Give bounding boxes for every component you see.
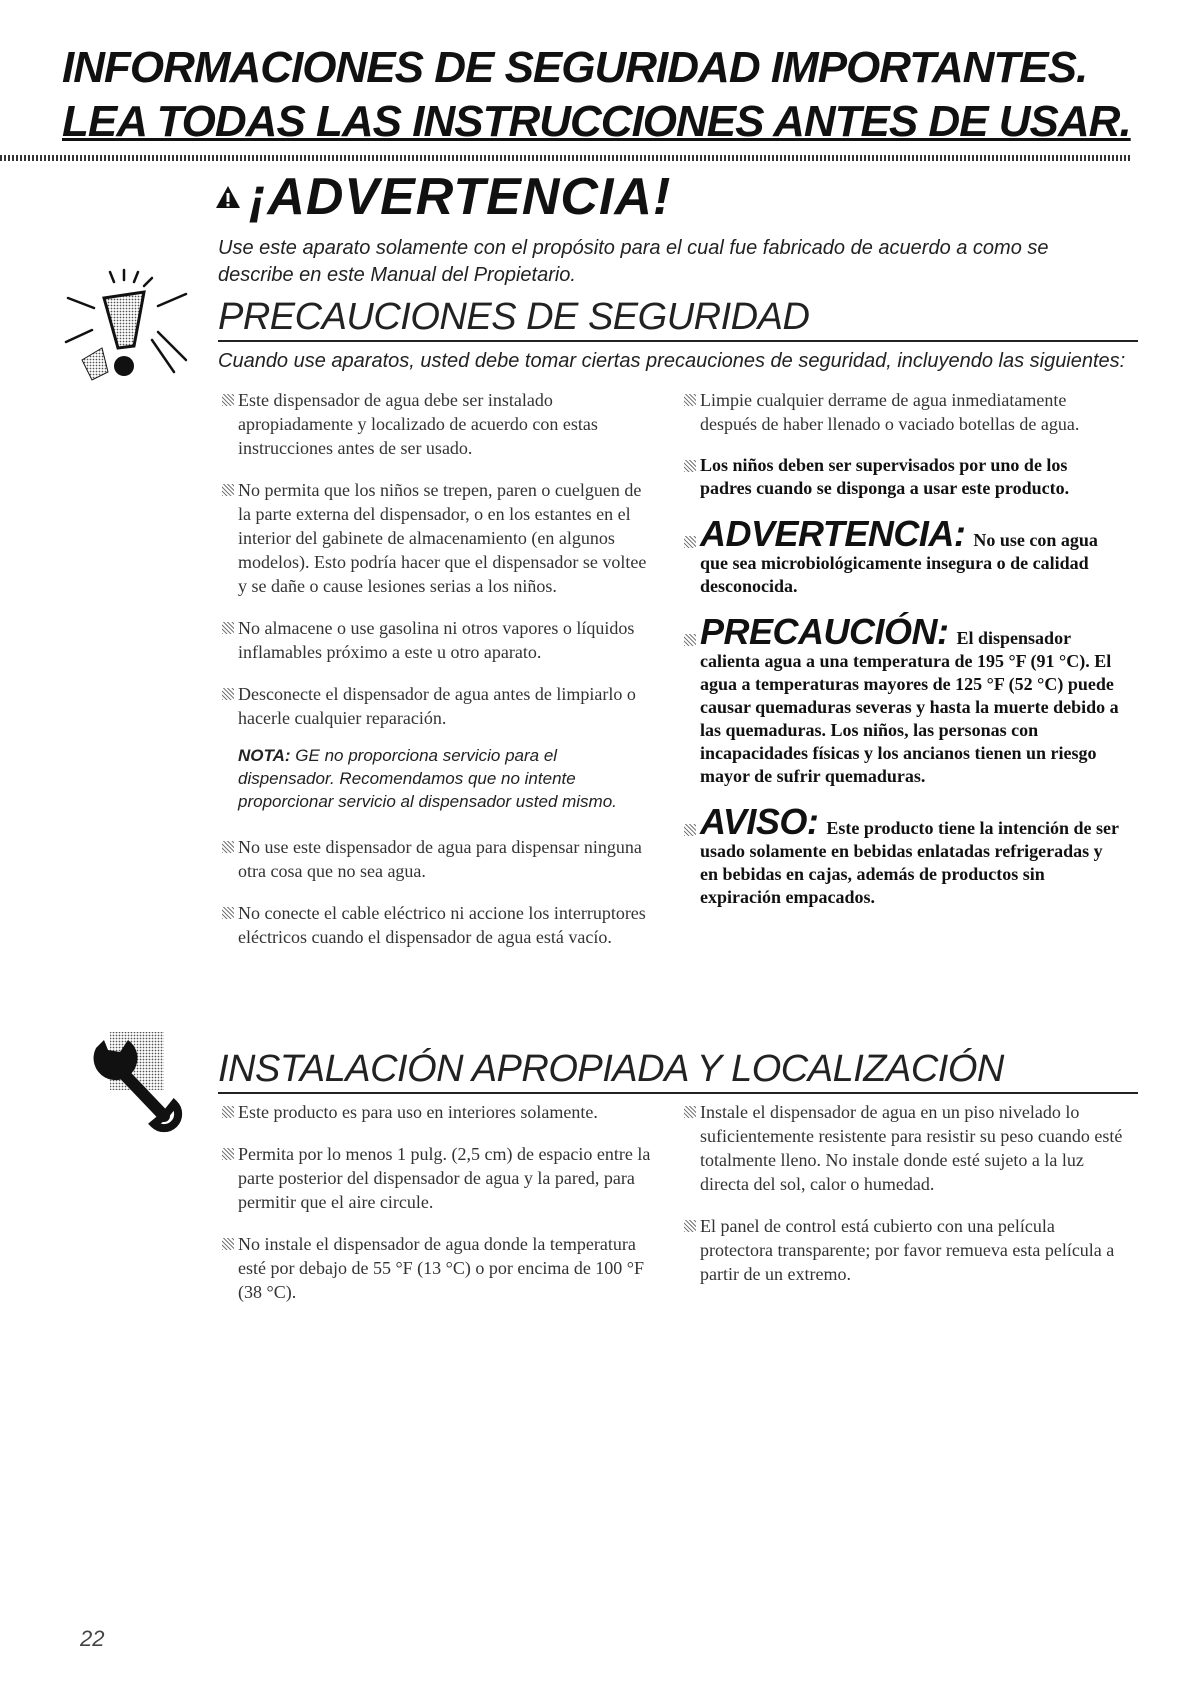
- bullet-icon: [222, 1106, 234, 1118]
- bullet-icon: [684, 1106, 696, 1118]
- header-title-line-2: LEA TODAS LAS INSTRUCCIONES ANTES DE USAR.: [62, 97, 1131, 146]
- advertencia-block: [680, 513, 1120, 598]
- bullet-icon: [684, 536, 696, 548]
- warning-intro: Use este aparato solamente con el propósito para el cual fue fabricado de acuerdo a como se describe en este Manual del Propietario.: [218, 237, 1049, 286]
- aviso-block: [680, 801, 1120, 909]
- bullet-icon: [222, 484, 234, 496]
- nota-label: NOTA:: [238, 746, 291, 765]
- list-item: Los niños deben ser supervisados por uno de los padres cuando se disponga a usar este producto.: [680, 454, 1120, 500]
- bullet-icon: [222, 1148, 234, 1160]
- list-item: No conecte el cable eléctrico ni accione los interruptores eléctricos cuando el dispensador de agua está vacío.: [218, 901, 648, 949]
- bullet-icon: [222, 688, 234, 700]
- list-item: No use este dispensador de agua para dispensar ninguna otra cosa que no sea agua.: [218, 835, 648, 883]
- precautions-title: PRECAUCIONES DE SEGURIDAD: [218, 296, 810, 338]
- precaucion-block: [680, 611, 1120, 788]
- bullet-icon: [222, 1238, 234, 1250]
- list-item: Instale el dispensador de agua en un piso nivelado lo suficientemente resistente para resistir su peso cuando esté totalmente lleno. No instale donde esté sujeto a la luz directa del sol, calor o humedad.: [680, 1100, 1130, 1196]
- bullet-icon: [222, 622, 234, 634]
- bullet-icon: [222, 841, 234, 853]
- warning-heading: [215, 162, 671, 232]
- bullet-icon: [684, 634, 696, 646]
- page-number: 22: [80, 1626, 105, 1651]
- aviso-label: AVISO:: [700, 801, 819, 842]
- header-title-line-1: INFORMACIONES DE SEGURIDAD IMPORTANTES.: [62, 43, 1088, 92]
- precaucion-text: El dispensador calienta agua a una temperatura de 195 °F (91 °C). El agua a temperaturas mayores de 125 °F (52 °C) puede causar quemaduras severas y hasta la muerte debido a las quemaduras. Los niños, las personas con incapacidades físicas y los ancianos tienen un riesgo mayor de sufrir quemaduras.: [700, 628, 1119, 786]
- list-item: Este dispensador de agua debe ser instalado apropiadamente y localizado de acuerdo con estas instrucciones antes de ser usado.: [218, 388, 648, 460]
- precautions-rule: [218, 340, 1138, 342]
- advertencia-label: ADVERTENCIA:: [700, 513, 966, 554]
- precautions-intro: Cuando use aparatos, usted debe tomar ciertas precauciones de seguridad, incluyendo las siguientes:: [218, 350, 1126, 372]
- precautions-right-column: [680, 388, 1120, 927]
- list-item: El panel de control está cubierto con una película protectora transparente; por favor remueva esta película a partir de un extremo.: [680, 1214, 1130, 1286]
- precautions-left-column: [218, 388, 648, 967]
- nota-text: GE no proporciona servicio para el dispensador. Recomendamos que no intente proporcionar servicio al dispensador usted mismo.: [238, 746, 617, 811]
- installation-title: INSTALACIÓN APROPIADA Y LOCALIZACIÓN: [218, 1048, 1004, 1090]
- list-item: No almacene o use gasolina ni otros vapores o líquidos inflamables próximo a este u otro aparato.: [218, 616, 648, 664]
- aviso-text: Este producto tiene la intención de ser usado solamente en bebidas enlatadas refrigeradas y en bebidas en cajas, además de productos sin expiración empacados.: [700, 818, 1119, 907]
- wrench-icon: [82, 1028, 192, 1143]
- list-item: No permita que los niños se trepen, paren o cuelguen de la parte externa del dispensador, o en los estantes en el interior del gabinete de almacenamiento (en algunos modelos). Esto podría hacer que el dispensador se voltee y se dañe o cause lesiones serias a los niños.: [218, 478, 648, 598]
- installation-left-column: [218, 1100, 668, 1322]
- bullet-icon: [222, 907, 234, 919]
- precaucion-label: PRECAUCIÓN:: [700, 611, 949, 652]
- installation-rule: [218, 1092, 1138, 1094]
- warning-title: ¡ADVERTENCIA!: [249, 168, 672, 226]
- list-item: Este producto es para uso en interiores solamente.: [218, 1100, 668, 1124]
- advertencia-text: No use con agua que sea microbiológicamente insegura o de calidad desconocida.: [700, 530, 1098, 596]
- bullet-icon: [684, 460, 696, 472]
- bullet-icon: [222, 394, 234, 406]
- bullet-icon: [684, 394, 696, 406]
- exclamation-burst-icon: [62, 268, 192, 403]
- nota-note: [238, 744, 648, 813]
- bullet-icon: [684, 824, 696, 836]
- list-item: Desconecte el dispensador de agua antes de limpiarlo o hacerle cualquier reparación.: [218, 682, 648, 730]
- installation-right-column: [680, 1100, 1130, 1304]
- list-item: No instale el dispensador de agua donde la temperatura esté por debajo de 55 °F (13 °C) o por encima de 100 °F (38 °C).: [218, 1232, 668, 1304]
- bullet-icon: [684, 1220, 696, 1232]
- warning-triangle-icon: [215, 185, 241, 209]
- header-divider: [0, 155, 1130, 161]
- list-item: Permita por lo menos 1 pulg. (2,5 cm) de espacio entre la parte posterior del dispensador de agua y la pared, para permitir que el aire circule.: [218, 1142, 668, 1214]
- list-item: Limpie cualquier derrame de agua inmediatamente después de haber llenado o vaciado botellas de agua.: [680, 388, 1120, 436]
